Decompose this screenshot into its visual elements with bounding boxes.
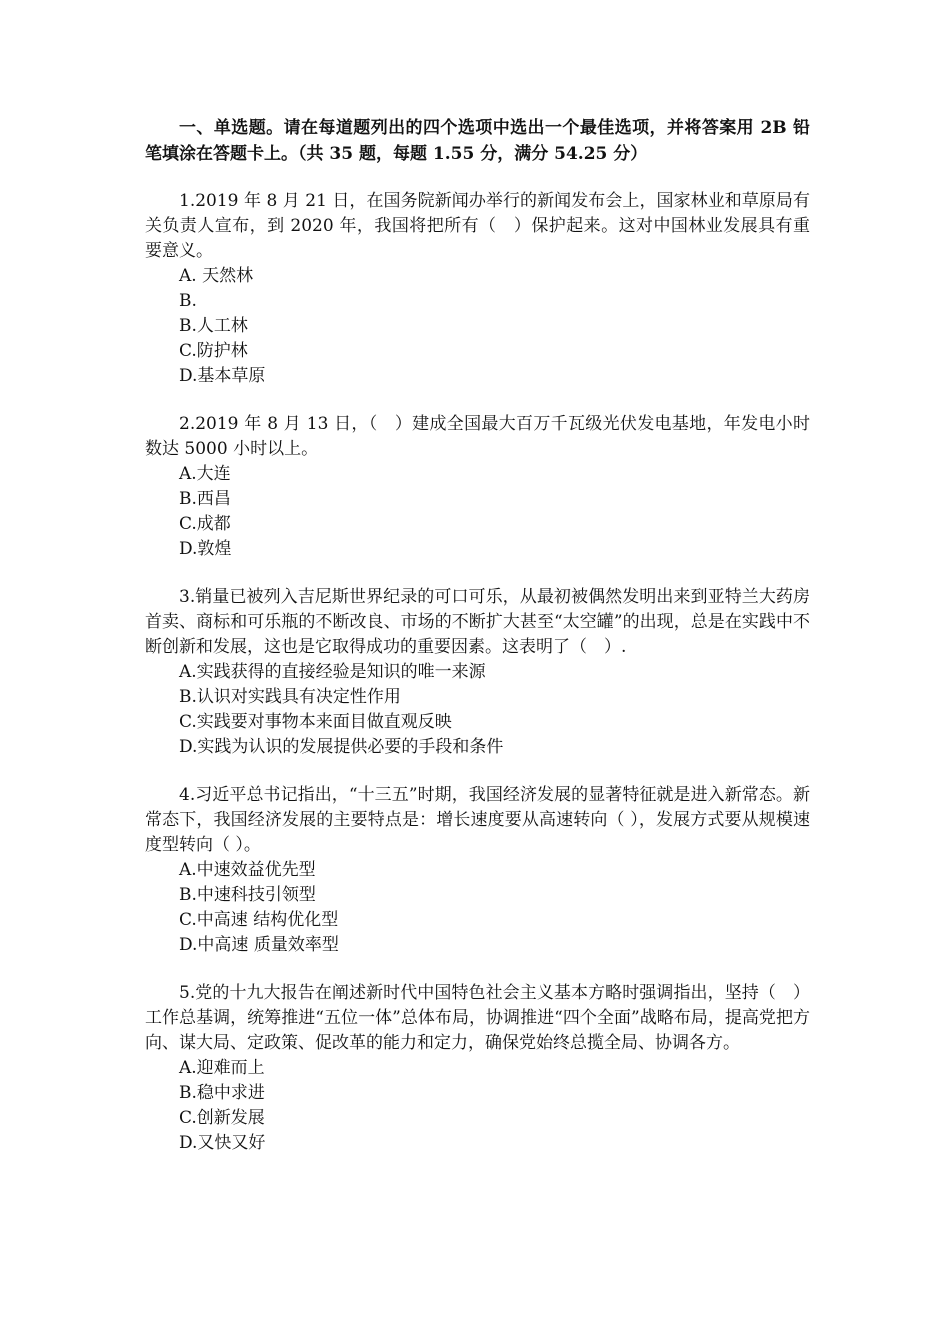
option-a: A.中速效益优先型	[179, 860, 316, 880]
option-b: B.稳中求进	[179, 1083, 265, 1103]
option-d: D.又快又好	[179, 1133, 266, 1153]
option-list	[145, 264, 810, 389]
option-c: C.成都	[179, 514, 231, 534]
option-a: A.实践获得的直接经验是知识的唯一来源	[179, 662, 486, 682]
section-header: 一、单选题。请在每道题列出的四个选项中选出一个最佳选项，并将答案用 2B 铅笔填涂在答题卡上。（共 35 题，每题 1.55 分，满分 54.25 分）	[145, 118, 810, 164]
option-d: D.敦煌	[179, 539, 232, 559]
option-d: D.实践为认识的发展提供必要的手段和条件	[179, 737, 504, 757]
option-b-blank: B.	[179, 291, 197, 311]
question-stem: 3.销量已被列入吉尼斯世界纪录的可口可乐，从最初被偶然发明出来到亚特兰大药房首卖、商标和可乐瓶的不断改良、市场的不断扩大甚至“太空罐”的出现，总是在实践中不断创新和发展，这也是它取得成功的重要因素。这表明了（ ）.	[145, 587, 810, 657]
option-list	[145, 660, 810, 760]
question-stem: 5.党的十九大报告在阐述新时代中国特色社会主义基本方略时强调指出，坚持（ ）工作总基调，统筹推进“五位一体”总体布局，协调推进“四个全面”战略布局，提高党把方向、谋大局、定政策、促改革的能力和定力，确保党始终总揽全局、协调各方。	[145, 983, 810, 1053]
option-b: B.人工林	[179, 316, 248, 336]
option-list	[145, 462, 810, 562]
question-4	[145, 783, 810, 958]
question-2	[145, 412, 810, 562]
option-a: A.大连	[179, 464, 231, 484]
option-c: C.中高速 结构优化型	[179, 910, 339, 930]
option-a: A.迎难而上	[179, 1058, 265, 1078]
question-5	[145, 981, 810, 1156]
option-b: B.中速科技引领型	[179, 885, 316, 905]
option-b: B.认识对实践具有决定性作用	[179, 687, 401, 707]
option-d: D.基本草原	[179, 366, 266, 386]
question-stem: 2.2019 年 8 月 13 日，（ ）建成全国最大百万千瓦级光伏发电基地，年发电小时数达 5000 小时以上。	[145, 414, 810, 459]
option-c: C.防护林	[179, 341, 248, 361]
exam-page	[145, 115, 810, 1179]
question-3	[145, 585, 810, 760]
option-d: D.中高速 质量效率型	[179, 935, 339, 955]
question-stem: 4.习近平总书记指出，“十三五”时期，我国经济发展的显著特征就是进入新常态。新常态下，我国经济发展的主要特点是：增长速度要从高速转向（ ），发展方式要从规模速度型转向（ ）。	[145, 785, 810, 855]
option-list	[145, 858, 810, 958]
option-a: A. 天然林	[179, 266, 254, 286]
option-c: C.实践要对事物本来面目做直观反映	[179, 712, 452, 732]
question-stem: 1.2019 年 8 月 21 日，在国务院新闻办举行的新闻发布会上，国家林业和草原局有关负责人宣布，到 2020 年，我国将把所有（ ）保护起来。这对中国林业发展具有重要意义。	[145, 191, 810, 261]
question-1	[145, 189, 810, 389]
option-list	[145, 1056, 810, 1156]
option-b: B.西昌	[179, 489, 231, 509]
option-c: C.创新发展	[179, 1108, 265, 1128]
